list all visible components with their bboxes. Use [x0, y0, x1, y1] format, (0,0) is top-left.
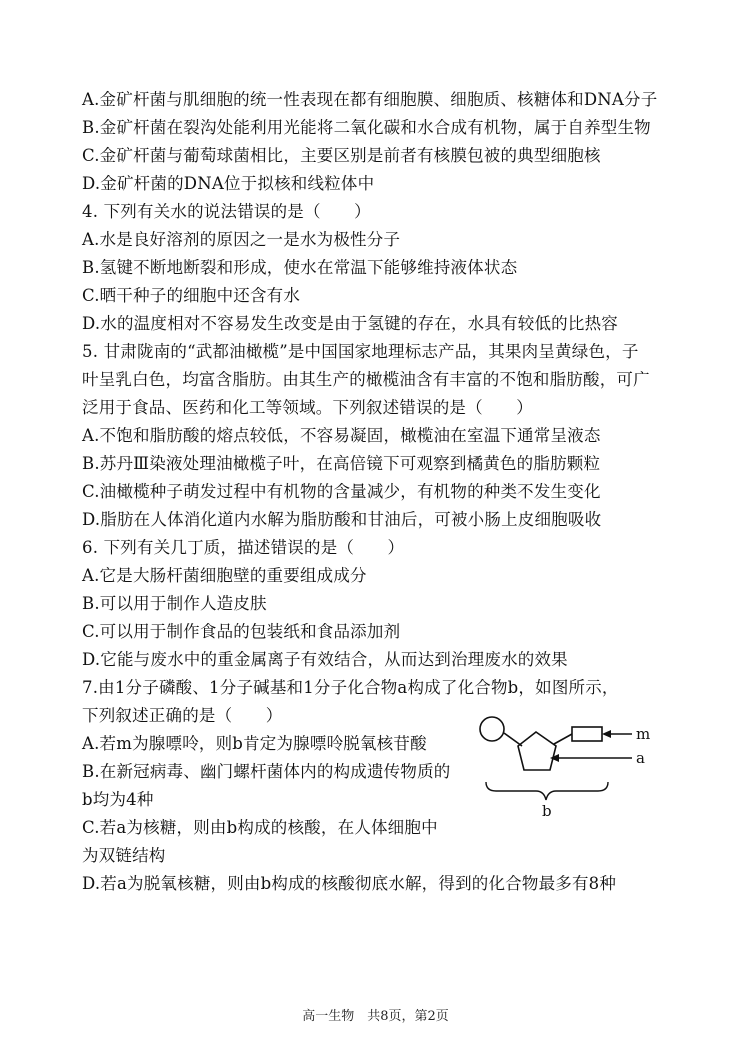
q4-option-b: B.氢键不断地断裂和形成，使水在常温下能够维持液体状态	[82, 258, 518, 277]
q4-option-a: A.水是良好溶剂的原因之一是水为极性分子	[82, 230, 401, 249]
q7-option-b-line-2: b均为4种	[82, 790, 154, 809]
q6-stem: 6. 下列有关几丁质，描述错误的是（ ）	[82, 538, 405, 557]
q5-option-a: A.不饱和脂肪酸的熔点较低，不容易凝固，橄榄油在室温下通常呈液态	[82, 426, 601, 445]
page-footer: 高一生物 共8页，第2页	[302, 1009, 449, 1024]
q5-stem-line-1: 5. 甘肃陇南的“武都油橄榄”是中国国家地理标志产品，其果肉呈黄绿色，子	[82, 342, 639, 361]
nucleotide-svg	[474, 712, 674, 822]
q4-stem: 4. 下列有关水的说法错误的是（ ）	[82, 202, 371, 221]
nucleotide-diagram	[474, 712, 674, 822]
q5-option-c: C.油橄榄种子萌发过程中有机物的含量减少，有机物的种类不发生变化	[82, 482, 601, 501]
q6-option-a: A.它是大肠杆菌细胞壁的重要组成成分	[82, 566, 367, 585]
q3-option-a: A.金矿杆菌与肌细胞的统一性表现在都有细胞膜、细胞质、核糖体和DNA分子	[82, 90, 658, 109]
q5-stem-line-2: 叶呈乳白色，均富含脂肪。由其生产的橄榄油含有丰富的不饱和脂肪酸，可广	[82, 370, 650, 389]
q7-option-c-line-2: 为双链结构	[82, 846, 166, 865]
q4-option-d: D.水的温度相对不容易发生改变是由于氢键的存在，水具有较低的比热容	[82, 314, 618, 333]
q7-option-a: A.若m为腺嘌呤，则b肯定为腺嘌呤脱氧核苷酸	[82, 734, 427, 753]
sugar-base-bond	[554, 734, 572, 744]
q7-option-b-line-1: B.在新冠病毒、幽门螺杆菌体内的构成遗传物质的	[82, 762, 451, 781]
q4-option-c: C.晒干种子的细胞中还含有水	[82, 286, 301, 305]
q6-option-b: B.可以用于制作人造皮肤	[82, 594, 267, 613]
phosphate-circle	[480, 717, 504, 741]
sugar-pentagon	[518, 732, 556, 770]
q7-option-d: D.若a为脱氧核糖，则由b构成的核酸彻底水解，得到的化合物最多有8种	[82, 874, 617, 893]
q5-stem-line-3: 泛用于食品、医药和化工等领域。下列叙述错误的是（ ）	[82, 398, 533, 417]
q3-option-d: D.金矿杆菌的DNA位于拟核和线粒体中	[82, 174, 375, 193]
m-arrowhead	[602, 730, 611, 738]
label-b: b	[542, 802, 552, 820]
base-rectangle	[572, 727, 602, 741]
label-m: m	[636, 725, 651, 743]
q6-option-d: D.它能与废水中的重金属离子有效结合，从而达到治理废水的效果	[82, 650, 568, 669]
q3-option-c: C.金矿杆菌与葡萄球菌相比，主要区别是前者有核膜包被的典型细胞核	[82, 146, 601, 165]
q7-stem-line-2: 下列叙述正确的是（ ）	[82, 706, 283, 725]
brace	[486, 782, 608, 800]
q7-stem-line-1: 7.由1分子磷酸、1分子碱基和1分子化合物a构成了化合物b，如图所示，	[82, 678, 619, 697]
label-a: a	[636, 749, 645, 767]
q6-option-c: C.可以用于制作食品的包装纸和食品添加剂	[82, 622, 401, 641]
q7-option-c-line-1: C.若a为核糖，则由b构成的核酸，在人体细胞中	[82, 818, 438, 837]
q3-option-b: B.金矿杆菌在裂沟处能利用光能将二氧化碳和水合成有机物，属于自养型生物	[82, 118, 651, 137]
q5-option-d: D.脂肪在人体消化道内水解为脂肪酸和甘油后，可被小肠上皮细胞吸收	[82, 510, 602, 529]
q5-option-b: B.苏丹Ⅲ染液处理油橄榄子叶，在高倍镜下可观察到橘黄色的脂肪颗粒	[82, 454, 601, 473]
